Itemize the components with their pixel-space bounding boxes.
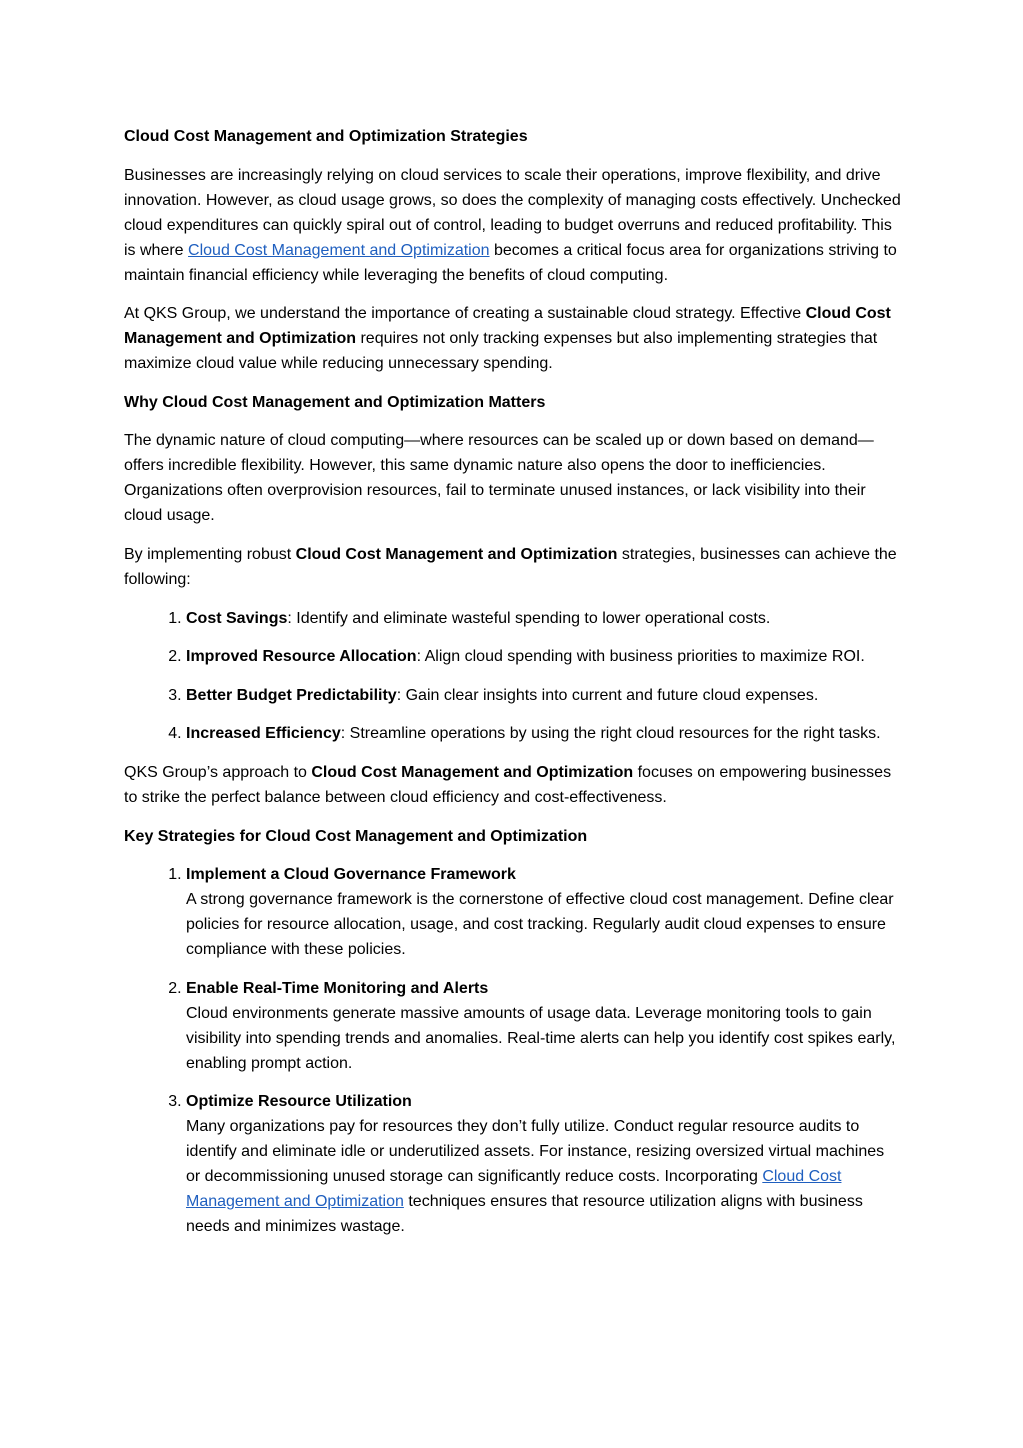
strategy-text: Cloud environments generate massive amounts of usage data. Leverage monitoring tools to gain visibility into spending trends and anomalies. Real-time alerts can help you identify cost spikes early, enabling prompt action. [186,1004,896,1072]
why-paragraph-1: The dynamic nature of cloud computing—where resources can be scaled up or down based on demand—offers incredible flexibility. However, this same dynamic nature also opens the door to inefficiencies. Organizations often overprovision resources, fail to terminate unused instances, or lack visibility into their cloud usage. [124,432,874,525]
why-text: QKS Group’s approach to [124,763,312,781]
list-item [186,683,902,708]
benefit-text: : Gain clear insights into current and future cloud expenses. [396,686,819,704]
why-text: focuses on empowering businesses to strike the perfect balance between cloud efficiency and cost-effectiveness. [124,763,892,806]
intro-text: At QKS Group, we understand the importance of creating a sustainable cloud strategy. Effective [124,305,806,323]
why-paragraph-2 [124,542,902,592]
benefit-title: Better Budget Predictability [186,686,397,704]
benefit-text: : Streamline operations by using the right cloud resources for the right tasks. [340,725,881,743]
strategy-text: Many organizations pay for resources they don’t fully utilize. Conduct regular resource audits to identify and eliminate idle or underutilized assets. For instance, resizing oversized virtual machines or decommissioning unused storage can significantly reduce costs. Incorporating [186,1118,885,1186]
strategy-text: A strong governance framework is the cornerstone of effective cloud cost management. Define clear policies for resource allocation, usage, and cost tracking. Regularly audit cloud expenses to ensure compliance with these policies. [186,891,894,959]
cloud-cost-link[interactable]: Cloud Cost Management and Optimization [188,241,490,259]
intro-text: becomes a critical focus area for organizations striving to maintain financial efficiency while leveraging the benefits of cloud computing. [124,241,897,284]
strategy-title: 1. Implement a Cloud Governance Framework [186,866,516,884]
bold-term: Cloud Cost Management and Optimization [124,305,891,348]
benefit-text: : Align cloud spending with business priorities to maximize ROI. [416,648,865,666]
list-item [186,976,902,1076]
bold-term: Cloud Cost Management and Optimization [311,763,634,781]
why-text: strategies, businesses can achieve the following: [124,545,897,588]
strategy-title: 3. Optimize Resource Utilization [186,1093,412,1111]
strategy-text: techniques ensures that resource utilization aligns with business needs and minimizes wastage. [186,1193,863,1236]
document-page [124,124,902,1253]
why-paragraph-3 [124,760,902,810]
strategies-heading: Key Strategies for Cloud Cost Management and Optimization [124,827,588,845]
benefits-list [124,606,902,747]
list-item [186,1089,902,1239]
benefit-title: Increased Efficiency [186,725,341,743]
why-heading: Why Cloud Cost Management and Optimization Matters [124,393,546,411]
list-item [186,862,902,962]
list-item [186,721,902,746]
bold-term: Cloud Cost Management and Optimization [295,545,618,563]
strategies-list [124,862,902,1239]
benefit-text: : Identify and eliminate wasteful spending to lower operational costs. [287,609,771,627]
why-text: By implementing robust [124,545,296,563]
list-item [186,644,902,669]
benefit-title: Improved Resource Allocation [186,648,417,666]
list-item [186,606,902,631]
intro-paragraph-2 [124,301,902,376]
intro-text: Businesses are increasingly relying on cloud services to scale their operations, improve flexibility, and drive innovation. However, as cloud usage grows, so does the complexity of managing costs effectively. Unchecked cloud expenditures can quickly spiral out of control, leading to budget overruns and reduced profitability. This is where [124,166,901,259]
cloud-cost-link[interactable]: Cloud Cost Management and Optimization [186,1168,842,1211]
intro-text: requires not only tracking expenses but also implementing strategies that maximize cloud value while reducing unnecessary spending. [124,330,878,373]
document-title: Cloud Cost Management and Optimization Strategies [124,128,528,145]
strategy-title: 2. Enable Real-Time Monitoring and Alerts [186,979,489,997]
intro-paragraph-1 [124,163,902,288]
benefit-title: Cost Savings [186,609,288,627]
